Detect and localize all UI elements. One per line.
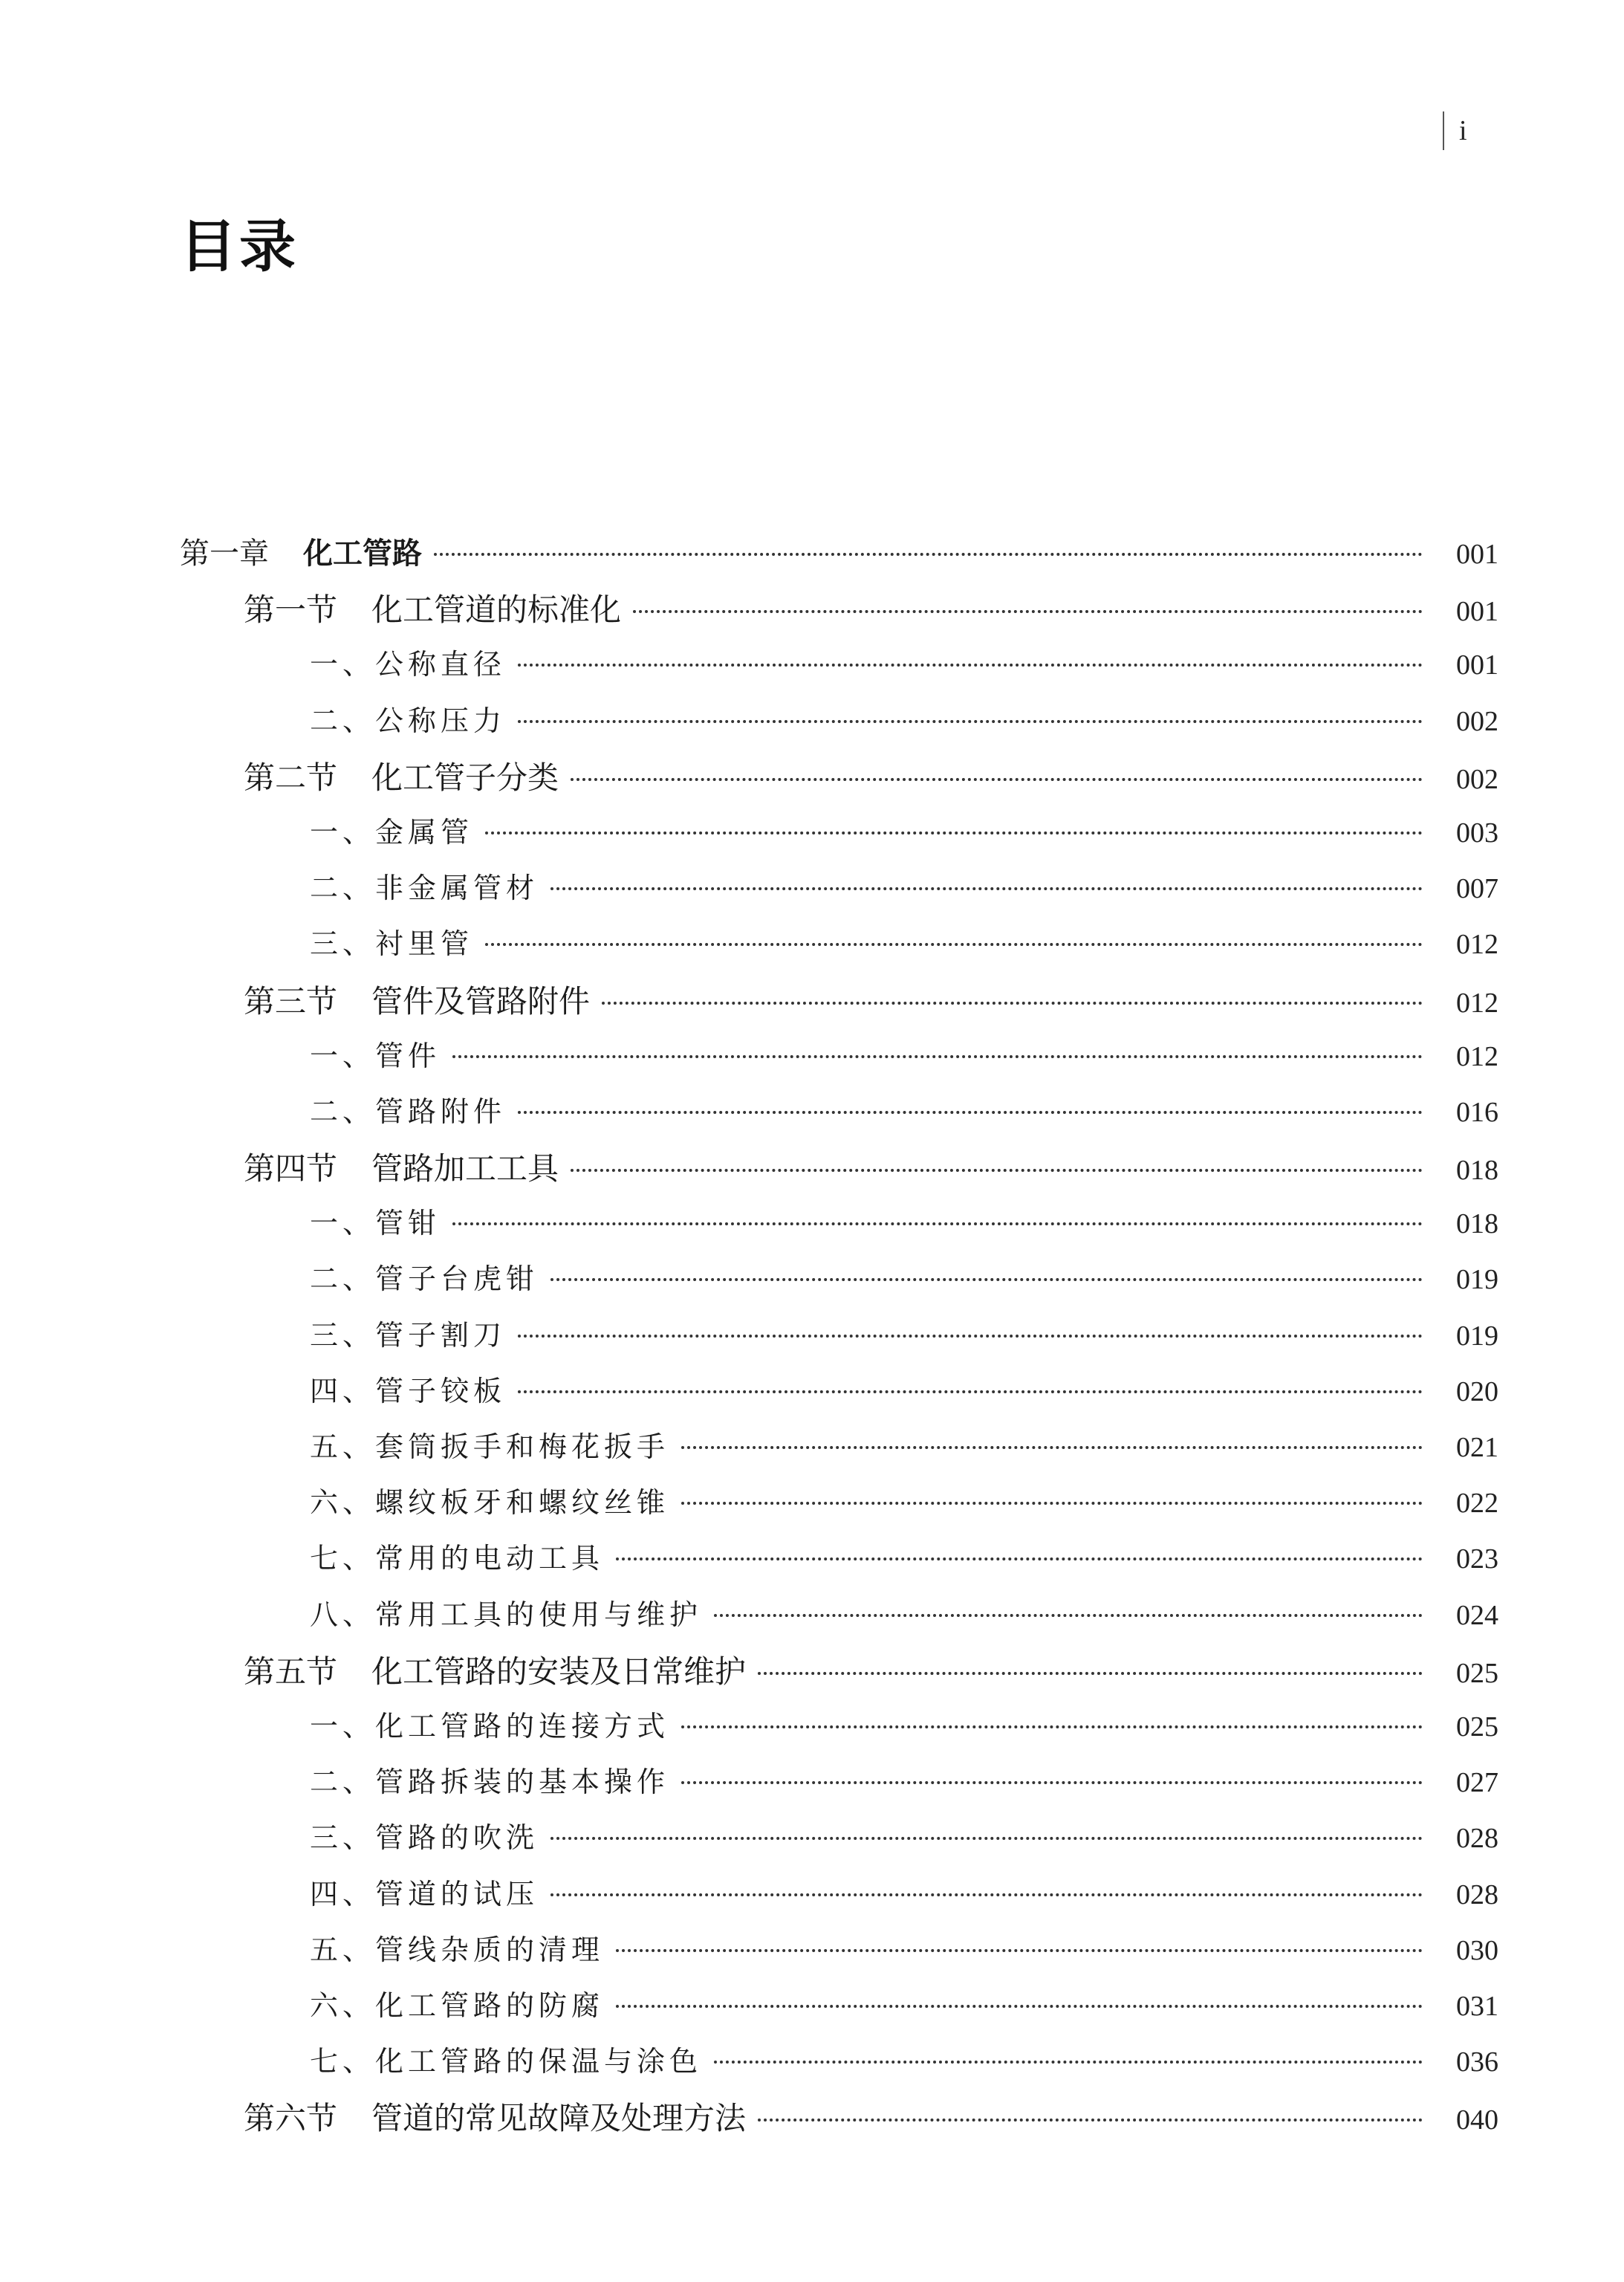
toc-entry-title: 管道的常见故障及处理方法 [371, 2100, 747, 2137]
toc-page-number: 028 [1456, 1823, 1498, 1855]
toc-entry-number: 一、 [310, 648, 376, 681]
toc-entry-number: 七、 [310, 2045, 376, 2078]
toc-page-number: 002 [1456, 763, 1498, 795]
toc-dot-leader [518, 1390, 1423, 1393]
toc-dot-leader [434, 553, 1423, 556]
toc-entry-title: 管路的吹洗 [375, 1821, 539, 1855]
toc-dot-leader [571, 1169, 1423, 1172]
toc-entry-number: 第三节 [244, 982, 338, 1020]
toc-dot-leader [714, 1614, 1423, 1617]
toc-dot-leader [602, 1002, 1423, 1005]
toc-entry-number: 一、 [310, 1039, 376, 1072]
toc-page-number: 040 [1456, 2104, 1498, 2136]
toc-entry-title: 管子铰板 [375, 1374, 507, 1407]
toc-entry-number: 三、 [310, 927, 376, 961]
toc-subsection[interactable] [180, 921, 1498, 976]
toc-page-number: 023 [1456, 1543, 1498, 1575]
toc-entry-title: 管钳 [375, 1207, 441, 1240]
toc-dot-leader [485, 943, 1423, 946]
toc-subsection[interactable] [180, 1089, 1498, 1144]
toc-subsection[interactable] [180, 1200, 1498, 1256]
toc-section[interactable] [180, 753, 1498, 809]
toc-dot-leader [452, 1055, 1423, 1058]
toc-subsection[interactable] [180, 1592, 1498, 1647]
toc-subsection[interactable] [180, 1479, 1498, 1535]
toc-dot-leader [550, 887, 1423, 890]
toc-entry-number: 八、 [310, 1598, 376, 1631]
toc-entry-number: 一、 [310, 1709, 376, 1743]
toc-dot-leader [681, 1502, 1423, 1505]
toc-subsection[interactable] [180, 1368, 1498, 1424]
toc-entry-title: 管线杂质的清理 [375, 1933, 605, 1966]
toc-entry-title: 化工管道的标准化 [371, 591, 622, 629]
toc-dot-leader [681, 1725, 1423, 1728]
toc-dot-leader [616, 1557, 1423, 1560]
toc-page-number: 003 [1456, 817, 1498, 849]
toc-dot-leader [571, 778, 1423, 781]
toc-entry-title: 化工管路的保温与涂色 [375, 2045, 703, 2078]
toc-dot-leader [550, 1837, 1423, 1840]
toc-subsection[interactable] [180, 1927, 1498, 1983]
toc-entry-number: 第五节 [244, 1653, 338, 1690]
table-of-contents [180, 530, 1498, 2150]
toc-subsection[interactable] [180, 1535, 1498, 1591]
toc-dot-leader [714, 2061, 1423, 2064]
toc-entry-title: 常用工具的使用与维护 [375, 1598, 703, 1631]
toc-dot-leader [616, 2005, 1423, 2008]
page-title: 目录 [180, 213, 299, 279]
toc-dot-leader [518, 1335, 1423, 1338]
page-number: i [1443, 111, 1467, 150]
toc-page-number: 019 [1456, 1264, 1498, 1296]
toc-page-number: 024 [1456, 1599, 1498, 1631]
toc-entry-number: 二、 [310, 872, 376, 905]
toc-page-number: 025 [1456, 1657, 1498, 1689]
toc-entry-number: 五、 [310, 1430, 376, 1463]
toc-page-number: 001 [1456, 596, 1498, 628]
toc-dot-leader [518, 1111, 1423, 1114]
toc-dot-leader [758, 2119, 1423, 2121]
toc-entry-number: 一、 [310, 815, 376, 849]
toc-page-number: 018 [1456, 1208, 1498, 1240]
toc-subsection[interactable] [180, 1983, 1498, 2038]
toc-subsection[interactable] [180, 641, 1498, 697]
toc-entry-number: 第一节 [244, 591, 338, 629]
toc-entry-number: 三、 [310, 1318, 376, 1352]
toc-entry-number: 四、 [310, 1374, 376, 1407]
toc-page-number: 012 [1456, 929, 1498, 961]
toc-subsection[interactable] [180, 1033, 1498, 1089]
toc-entry-number: 二、 [310, 1766, 376, 1799]
toc-entry-title: 管子割刀 [375, 1318, 507, 1352]
toc-entry-number: 二、 [310, 1262, 376, 1296]
toc-page-number: 007 [1456, 873, 1498, 905]
toc-dot-leader [518, 664, 1423, 667]
toc-subsection[interactable] [180, 698, 1498, 753]
toc-subsection[interactable] [180, 1759, 1498, 1815]
toc-page-number: 020 [1456, 1375, 1498, 1407]
toc-entry-title: 螺纹板牙和螺纹丝锥 [375, 1486, 670, 1520]
toc-section[interactable] [180, 2094, 1498, 2150]
toc-page-number: 019 [1456, 1320, 1498, 1352]
toc-page-number: 012 [1456, 1040, 1498, 1072]
toc-chapter[interactable] [180, 530, 1498, 586]
toc-entry-title: 化工管路 [303, 537, 422, 571]
toc-entry-number: 二、 [310, 704, 376, 737]
toc-entry-title: 非金属管材 [375, 872, 539, 905]
toc-dot-leader [550, 1278, 1423, 1281]
toc-dot-leader [681, 1781, 1423, 1784]
toc-entry-title: 管子台虎钳 [375, 1262, 539, 1296]
toc-subsection[interactable] [180, 865, 1498, 921]
toc-page-number: 002 [1456, 705, 1498, 737]
toc-entry-title: 管路附件 [375, 1095, 507, 1128]
toc-subsection[interactable] [180, 809, 1498, 865]
toc-dot-leader [681, 1446, 1423, 1449]
toc-subsection[interactable] [180, 1256, 1498, 1312]
toc-entry-title: 公称直径 [375, 648, 507, 681]
toc-subsection[interactable] [180, 1312, 1498, 1368]
toc-entry-title: 管件 [375, 1039, 441, 1072]
toc-entry-number: 七、 [310, 1542, 376, 1575]
toc-entry-number: 五、 [310, 1933, 376, 1966]
toc-page-number: 025 [1456, 1711, 1498, 1743]
toc-page-number: 016 [1456, 1096, 1498, 1128]
toc-dot-leader [518, 720, 1423, 723]
toc-entry-title: 管路拆装的基本操作 [375, 1766, 670, 1799]
toc-entry-title: 化工管路的防腐 [375, 1988, 605, 2022]
toc-entry-title: 公称压力 [375, 704, 507, 737]
toc-subsection[interactable] [180, 1815, 1498, 1870]
toc-dot-leader [616, 1949, 1423, 1952]
toc-entry-title: 常用的电动工具 [375, 1542, 605, 1575]
toc-entry-title: 化工管路的安装及日常维护 [371, 1653, 747, 1690]
toc-page-number: 012 [1456, 987, 1498, 1019]
toc-entry-title: 套筒扳手和梅花扳手 [375, 1430, 670, 1463]
toc-page-number: 027 [1456, 1767, 1498, 1799]
toc-entry-number: 三、 [310, 1821, 376, 1855]
toc-entry-number: 第四节 [244, 1150, 338, 1187]
toc-page-number: 022 [1456, 1488, 1498, 1520]
toc-section[interactable] [180, 977, 1498, 1033]
toc-entry-number: 四、 [310, 1877, 376, 1910]
toc-entry-title: 金属管 [375, 815, 474, 849]
toc-subsection[interactable] [180, 1871, 1498, 1927]
toc-page-number: 036 [1456, 2046, 1498, 2078]
toc-page-number: 001 [1456, 649, 1498, 681]
toc-section[interactable] [180, 1144, 1498, 1200]
toc-entry-title: 管路加工工具 [371, 1150, 559, 1187]
toc-page-number: 031 [1456, 1990, 1498, 2022]
toc-entry-number: 六、 [310, 1988, 376, 2022]
toc-dot-leader [452, 1222, 1423, 1225]
toc-entry-number: 第二节 [244, 759, 338, 796]
toc-entry-title: 衬里管 [375, 927, 474, 961]
toc-dot-leader [633, 610, 1423, 613]
toc-entry-title: 化工管路的连接方式 [375, 1709, 670, 1743]
toc-subsection[interactable] [180, 1703, 1498, 1759]
toc-dot-leader [550, 1893, 1423, 1896]
toc-entry-number: 六、 [310, 1486, 376, 1520]
toc-dot-leader [758, 1672, 1423, 1675]
toc-page-number: 018 [1456, 1155, 1498, 1187]
toc-section[interactable] [180, 586, 1498, 641]
toc-entry-title: 管道的试压 [375, 1877, 539, 1910]
toc-entry-title: 管件及管路附件 [371, 982, 591, 1020]
toc-page-number: 030 [1456, 1934, 1498, 1966]
toc-page-number: 028 [1456, 1879, 1498, 1910]
toc-dot-leader [485, 832, 1423, 834]
toc-entry-number: 二、 [310, 1095, 376, 1128]
toc-entry-number: 一、 [310, 1207, 376, 1240]
toc-entry-title: 化工管子分类 [371, 759, 559, 796]
toc-page-number: 021 [1456, 1432, 1498, 1463]
toc-subsection[interactable] [180, 2038, 1498, 2094]
toc-entry-number: 第六节 [244, 2100, 338, 2137]
toc-page-number: 001 [1456, 539, 1498, 570]
toc-subsection[interactable] [180, 1424, 1498, 1479]
toc-section[interactable] [180, 1647, 1498, 1703]
toc-entry-number: 第一章 [180, 537, 269, 571]
